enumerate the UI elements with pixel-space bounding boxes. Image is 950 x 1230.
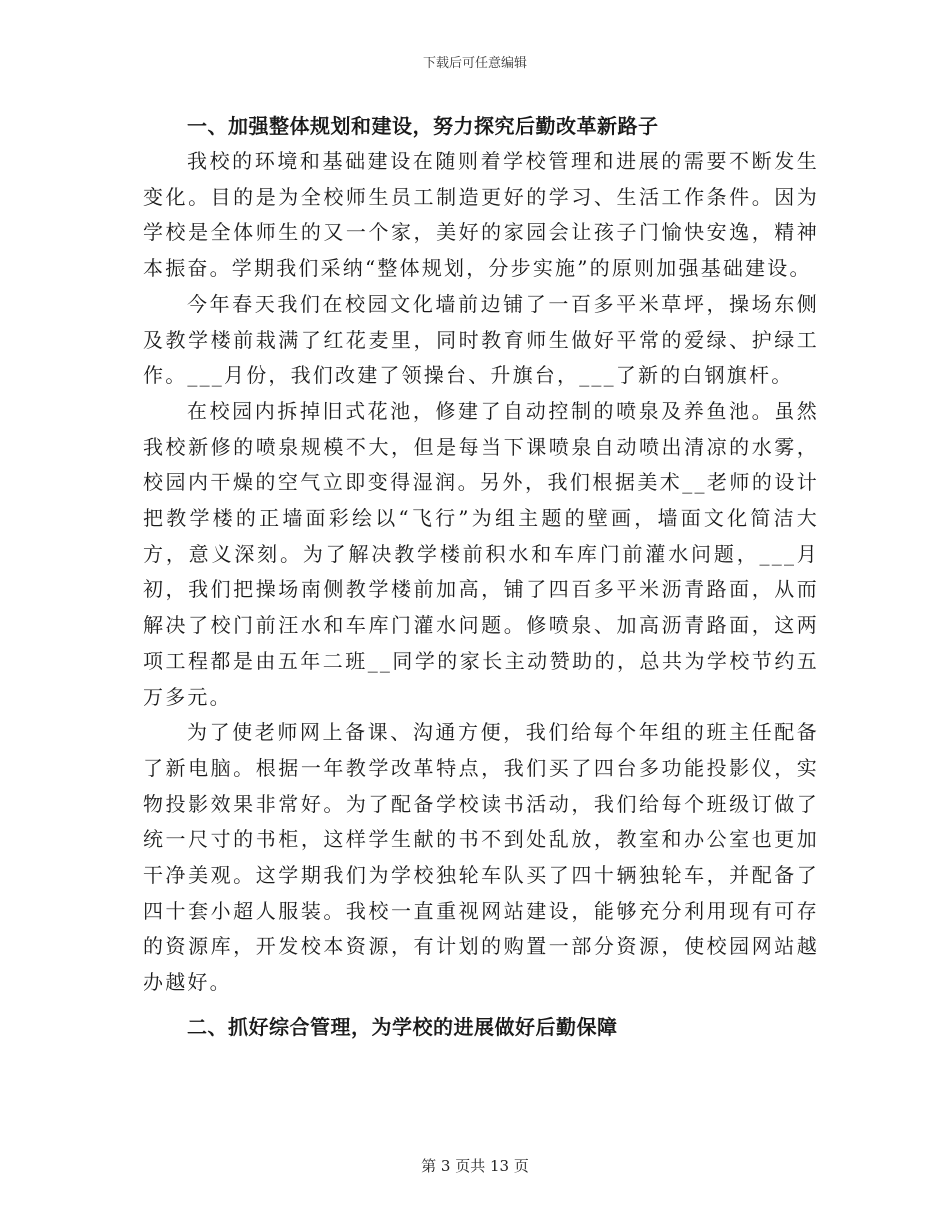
paragraph: 我校的环境和基础建设在随则着学校管理和进展的需要不断发生变化。目的是为全校师生员工制造更好的学习、生活工作条件。因为学校是全体师生的又一个家，美好的家园会让孩子门愉快安逸，精神本振奋。学期我们采纳“整体规划，分步实施”的原则加强基础建设。: [143, 149, 819, 281]
page-footer: 第 3 页共 13 页: [421, 1157, 529, 1175]
page-header: 下载后可任意编辑: [422, 56, 527, 71]
paragraph: 今年春天我们在校园文化墙前边铺了一百多平米草坪，操场东侧及教学楼前栽满了红花麦里，同时教育师生做好平常的爱绿、护绿工作。___月份，我们改建了领操台、升旗台，___了新的白钢旗杆。: [143, 291, 819, 388]
paragraph: 在校园内拆掉旧式花池，修建了自动控制的喷泉及养鱼池。虽然我校新修的喷泉规模不大，但是每当下课喷泉自动喷出清凉的水雾，校园内干燥的空气立即变得湿润。另外，我们根据美术__老师的设计把教学楼的正墙面彩绘以“飞行”为组主题的壁画，墙面文化简洁大方，意义深刻。为了解决教学楼前积水和车库门前灌水问题，___月初，我们把操场南侧教学楼前加高，铺了四百多平米沥青路面，从而解决了校门前汪水和车库门灌水问题。修喷泉、加高沥青路面，这两项工程都是由五年二班__同学的家长主动赞助的，总共为学校节约五万多元。: [143, 398, 819, 709]
document-body: [143, 108, 819, 1045]
section-heading-1: 一、加强整体规划和建设，努力探究后勤改革新路子: [187, 114, 659, 138]
paragraph: 为了使老师网上备课、沟通方便，我们给每个年组的班主任配备了新电脑。根据一年教学改革特点，我们买了四台多功能投影仪，实物投影效果非常好。为了配备学校读书活动，我们给每个班级订做了统一尺寸的书柜，这样学生献的书不到处乱放，教室和办公室也更加干净美观。这学期我们为学校独轮车队买了四十辆独轮车，并配备了四十套小超人服装。我校一直重视网站建设，能够充分利用现有可存的资源库，开发校本资源，有计划的购置一部分资源，使校园网站越办越好。: [143, 720, 819, 995]
section-heading-2: 二、抓好综合管理，为学校的进展做好后勤保障: [187, 1014, 618, 1039]
